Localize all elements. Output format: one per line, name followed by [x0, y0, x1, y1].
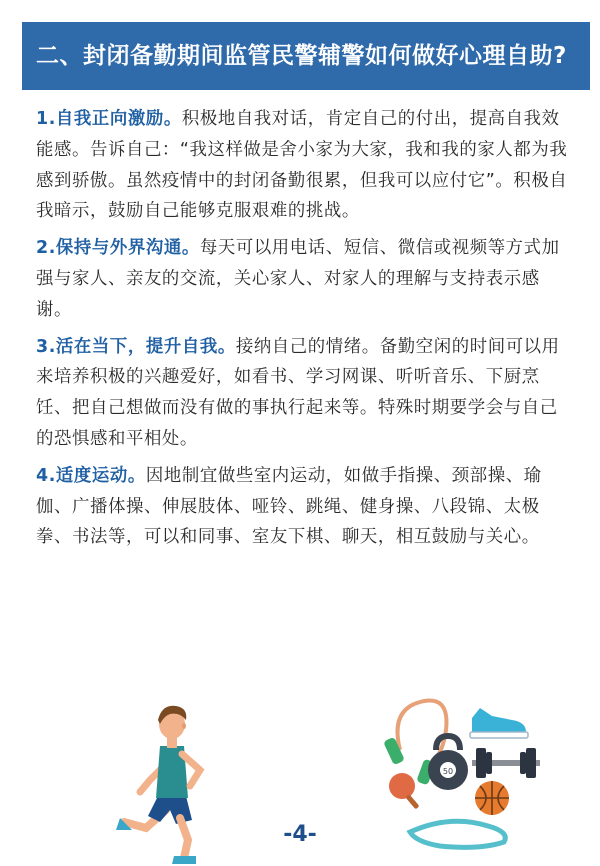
page-number: -4- [283, 822, 317, 847]
kettlebell-label: 50 [442, 767, 454, 776]
paragraph-2 [36, 233, 572, 325]
paragraph-4 [36, 461, 572, 553]
paragraph-1 [36, 104, 572, 227]
paragraph-3 [36, 332, 572, 455]
paragraph-text: 因地制宜做些室内运动，如做手指操、颈部操、瑜伽、广播体操、伸展肢体、哑铃、跳绳、健身操、八段锦、太极拳、书法等，可以和同事、室友下棋、聊天，相互鼓励与关心。 [36, 465, 542, 548]
header [0, 0, 600, 98]
article-body [36, 104, 572, 559]
paragraph-lead: 4.适度运动。 [36, 465, 146, 486]
paragraph-text: 积极地自我对话，肯定自己的付出，提高自我效能感。告诉自己：“我这样做是舍小家为大家，我和我的家人都为我感到骄傲。虽然疫情中的封闭备勤很累，但我可以应付它”。积极自我暗示，鼓励自己能够克服艰难的挑战。 [36, 109, 568, 222]
paragraph-text: 每天可以用电话、短信、微信或视频等方式加强与家人、亲友的交流，关心家人、对家人的理解与支持表示感谢。 [36, 238, 560, 320]
paragraph-lead: 3.活在当下，提升自我。 [36, 336, 236, 357]
section-title: 二、封闭备勤期间监管民警辅警如何做好心理自助? [22, 22, 590, 90]
paragraph-text: 接纳自己的情绪。备勤空闲的时间可以用来培养积极的兴趣爱好，如看书、学习网课、听听音乐、下厨烹饪、把自己想做而没有做的事执行起来等。特殊时期要学会与自己的恐惧感和平相处。 [36, 336, 560, 449]
paragraph-lead: 1.自我正向激励。 [36, 109, 182, 129]
paragraph-lead: 2.保持与外界沟通。 [36, 238, 200, 259]
